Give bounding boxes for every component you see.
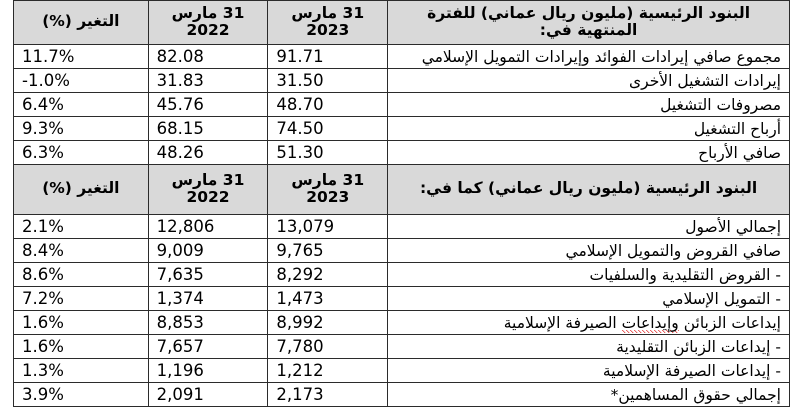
table-row [14,69,790,93]
table-row [14,141,790,165]
row-value-2022: 7,657 [148,335,268,359]
row-label: مصروفات التشغيل [388,93,790,117]
row-value-2023: 51.30 [268,141,388,165]
row-value-change: 9.3% [14,117,149,141]
balance-header-year-2022 [148,165,268,215]
row-value-change: 6.4% [14,93,149,117]
row-value-2022: 8,853 [148,311,268,335]
table-row [14,45,790,69]
table-row [14,239,790,263]
row-label-prefix: إيداعات الزبائن [678,313,781,332]
table-body [14,1,790,407]
row-label: صافي القروض والتمويل الإسلامي [388,239,790,263]
row-value-2022: 82.08 [148,45,268,69]
row-value-2023: 8,992 [268,311,388,335]
table-row [14,93,790,117]
row-label [388,311,790,335]
row-label: - إيداعات الصيرفة الإسلامية [388,359,790,383]
income-header-year-2023 [268,1,388,45]
income-header-year-2022 [148,1,268,45]
row-value-change: 3.9% [14,383,149,407]
income-section-header-row [14,1,790,45]
table-row [14,335,790,359]
income-header-year-2022-line2: 2022 [186,21,230,39]
balance-header-year-2022-line2: 2022 [186,188,230,206]
row-value-2022: 7,635 [148,263,268,287]
balance-header-label: البنود الرئيسية (مليون ريال عماني) كما في: [388,165,790,215]
income-header-label: البنود الرئيسية (مليون ريال عماني) للفترة المنتهية في: [388,1,790,45]
row-value-2023: 8,292 [268,263,388,287]
balance-header-year-2023-line1: 31 مارس [291,170,365,189]
income-header-year-2023-line1: 31 مارس [291,3,365,22]
row-label: إجمالي الأصول [388,215,790,239]
row-label: مجموع صافي إيرادات الفوائد وإيرادات التمويل الإسلامي [388,45,790,69]
table-row [14,359,790,383]
row-value-2023: 7,780 [268,335,388,359]
table-row [14,311,790,335]
row-value-change: 1.6% [14,335,149,359]
row-value-change: 8.6% [14,263,149,287]
row-value-2022: 1,374 [148,287,268,311]
table-row [14,287,790,311]
row-value-2022: 12,806 [148,215,268,239]
row-label: إجمالي حقوق المساهمين* [388,383,790,407]
table-row [14,117,790,141]
row-value-2022: 45.76 [148,93,268,117]
balance-header-change: التغير (%) [14,165,149,215]
income-header-year-2023-line2: 2023 [306,21,350,39]
row-value-2023: 1,212 [268,359,388,383]
row-value-change: 2.1% [14,215,149,239]
balance-header-year-2023 [268,165,388,215]
row-value-change: 8.4% [14,239,149,263]
row-label: أرباح التشغيل [388,117,790,141]
row-label: - القروض التقليدية والسلفيات [388,263,790,287]
row-value-change: 11.7% [14,45,149,69]
row-value-change: 1.3% [14,359,149,383]
table-row [14,215,790,239]
financial-summary-table [13,0,790,407]
row-label: - إيداعات الزبائن التقليدية [388,335,790,359]
table-row [14,263,790,287]
row-value-2022: 48.26 [148,141,268,165]
row-value-2022: 2,091 [148,383,268,407]
row-value-change: -1.0% [14,69,149,93]
row-value-change: 7.2% [14,287,149,311]
row-label-suffix: الصيرفة الإسلامية [503,313,622,332]
row-value-2023: 48.70 [268,93,388,117]
balance-section-header-row [14,165,790,215]
row-value-2023: 74.50 [268,117,388,141]
row-value-2023: 31.50 [268,69,388,93]
row-value-2022: 68.15 [148,117,268,141]
balance-header-year-2023-line2: 2023 [306,188,350,206]
row-value-change: 1.6% [14,311,149,335]
row-value-2022: 1,196 [148,359,268,383]
row-value-2023: 2,173 [268,383,388,407]
balance-header-year-2022-line1: 31 مارس [171,170,245,189]
row-value-change: 6.3% [14,141,149,165]
income-header-change: التغير (%) [14,1,149,45]
row-value-2022: 31.83 [148,69,268,93]
row-value-2023: 1,473 [268,287,388,311]
row-label: إيرادات التشغيل الأخرى [388,69,790,93]
row-label: صافي الأرباح [388,141,790,165]
row-value-2023: 91.71 [268,45,388,69]
income-header-year-2022-line1: 31 مارس [171,3,245,22]
row-value-2022: 9,009 [148,239,268,263]
row-label-misspelled-word: وإيداعات [621,313,679,332]
row-label: - التمويل الإسلامي [388,287,790,311]
row-value-2023: 9,765 [268,239,388,263]
row-value-2023: 13,079 [268,215,388,239]
